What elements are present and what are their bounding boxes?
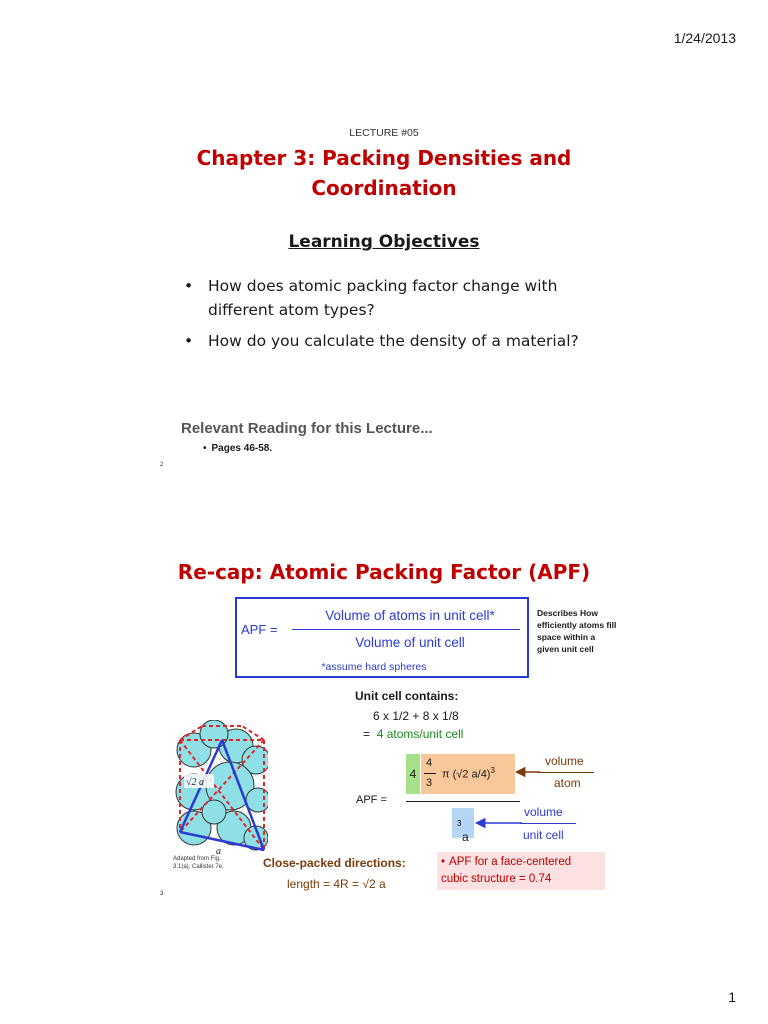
figure-credit: Adapted from Fig. 3.1(a), Callister 7e.	[173, 856, 224, 870]
pi-term-exponent: 3	[490, 766, 495, 775]
apf-eq-label: APF =	[356, 794, 387, 806]
diagram-a-label: a	[216, 846, 221, 856]
pi-term-text: π (√2 a/4)	[442, 768, 491, 781]
fcc-apf-note	[437, 852, 605, 890]
reading-heading: Relevant Reading for this Lecture...	[181, 420, 433, 437]
slide-number: 3	[160, 891, 164, 897]
page-number: 1	[728, 989, 736, 1005]
close-packed-length: length = 4R = √2 a	[287, 877, 386, 891]
objective-text: How does atomic packing factor change with different atom types?	[208, 277, 558, 319]
apf-label: APF =	[241, 622, 278, 637]
bullet-icon: •	[184, 332, 194, 350]
unit-cell-calc: 6 x 1/2 + 8 x 1/8	[373, 709, 459, 723]
fcc-unit-cell-diagram	[172, 720, 268, 856]
close-packed-heading: Close-packed directions:	[263, 856, 406, 870]
cell-volume-exponent: 3	[457, 819, 462, 828]
lecture-label: LECTURE #05	[349, 127, 419, 139]
volume-label-atom: volume	[545, 754, 584, 768]
page-date: 1/24/2013	[673, 30, 736, 46]
recap-title: Re-cap: Atomic Packing Factor (APF)	[177, 560, 591, 584]
objective-text: How do you calculate the density of a material?	[208, 332, 579, 350]
volume-fraction-denominator: 3	[426, 777, 433, 789]
apf-side-note: Describes How efficiently atoms fill space within a given unit cell	[537, 608, 617, 654]
equals-sign: =	[363, 727, 371, 741]
learning-objectives-heading: Learning Objectives	[288, 232, 480, 252]
bullet-icon: •	[441, 856, 446, 868]
atoms-per-cell: 4 atoms/unit cell	[376, 727, 464, 741]
chapter-title: Chapter 3: Packing Densities and Coordination	[196, 146, 572, 200]
bullet-icon: •	[184, 277, 194, 295]
apf-denominator: Volume of unit cell	[355, 635, 465, 650]
volume-label-cell: volume	[524, 805, 563, 819]
apf-numerator: Volume of atoms in unit cell*	[325, 608, 495, 623]
bullet-icon: •	[203, 443, 207, 454]
reading-pages-text: Pages 46-58.	[211, 443, 273, 454]
cell-edge-symbol: a	[462, 830, 469, 844]
unit-cell-heading: Unit cell contains:	[355, 689, 459, 703]
fcc-apf-text: APF for a face-centered cubic structure = 0.74	[441, 856, 572, 885]
atom-label: atom	[554, 776, 581, 790]
diagram-sqrt2a-label: √2 a	[186, 777, 204, 788]
atom-count-box: 4	[406, 754, 420, 794]
slide-number: 2	[160, 462, 164, 468]
hard-spheres-footnote: *assume hard spheres	[321, 661, 427, 673]
volume-fraction-numerator: 4	[426, 757, 433, 769]
unit-cell-label: unit cell	[523, 828, 564, 842]
